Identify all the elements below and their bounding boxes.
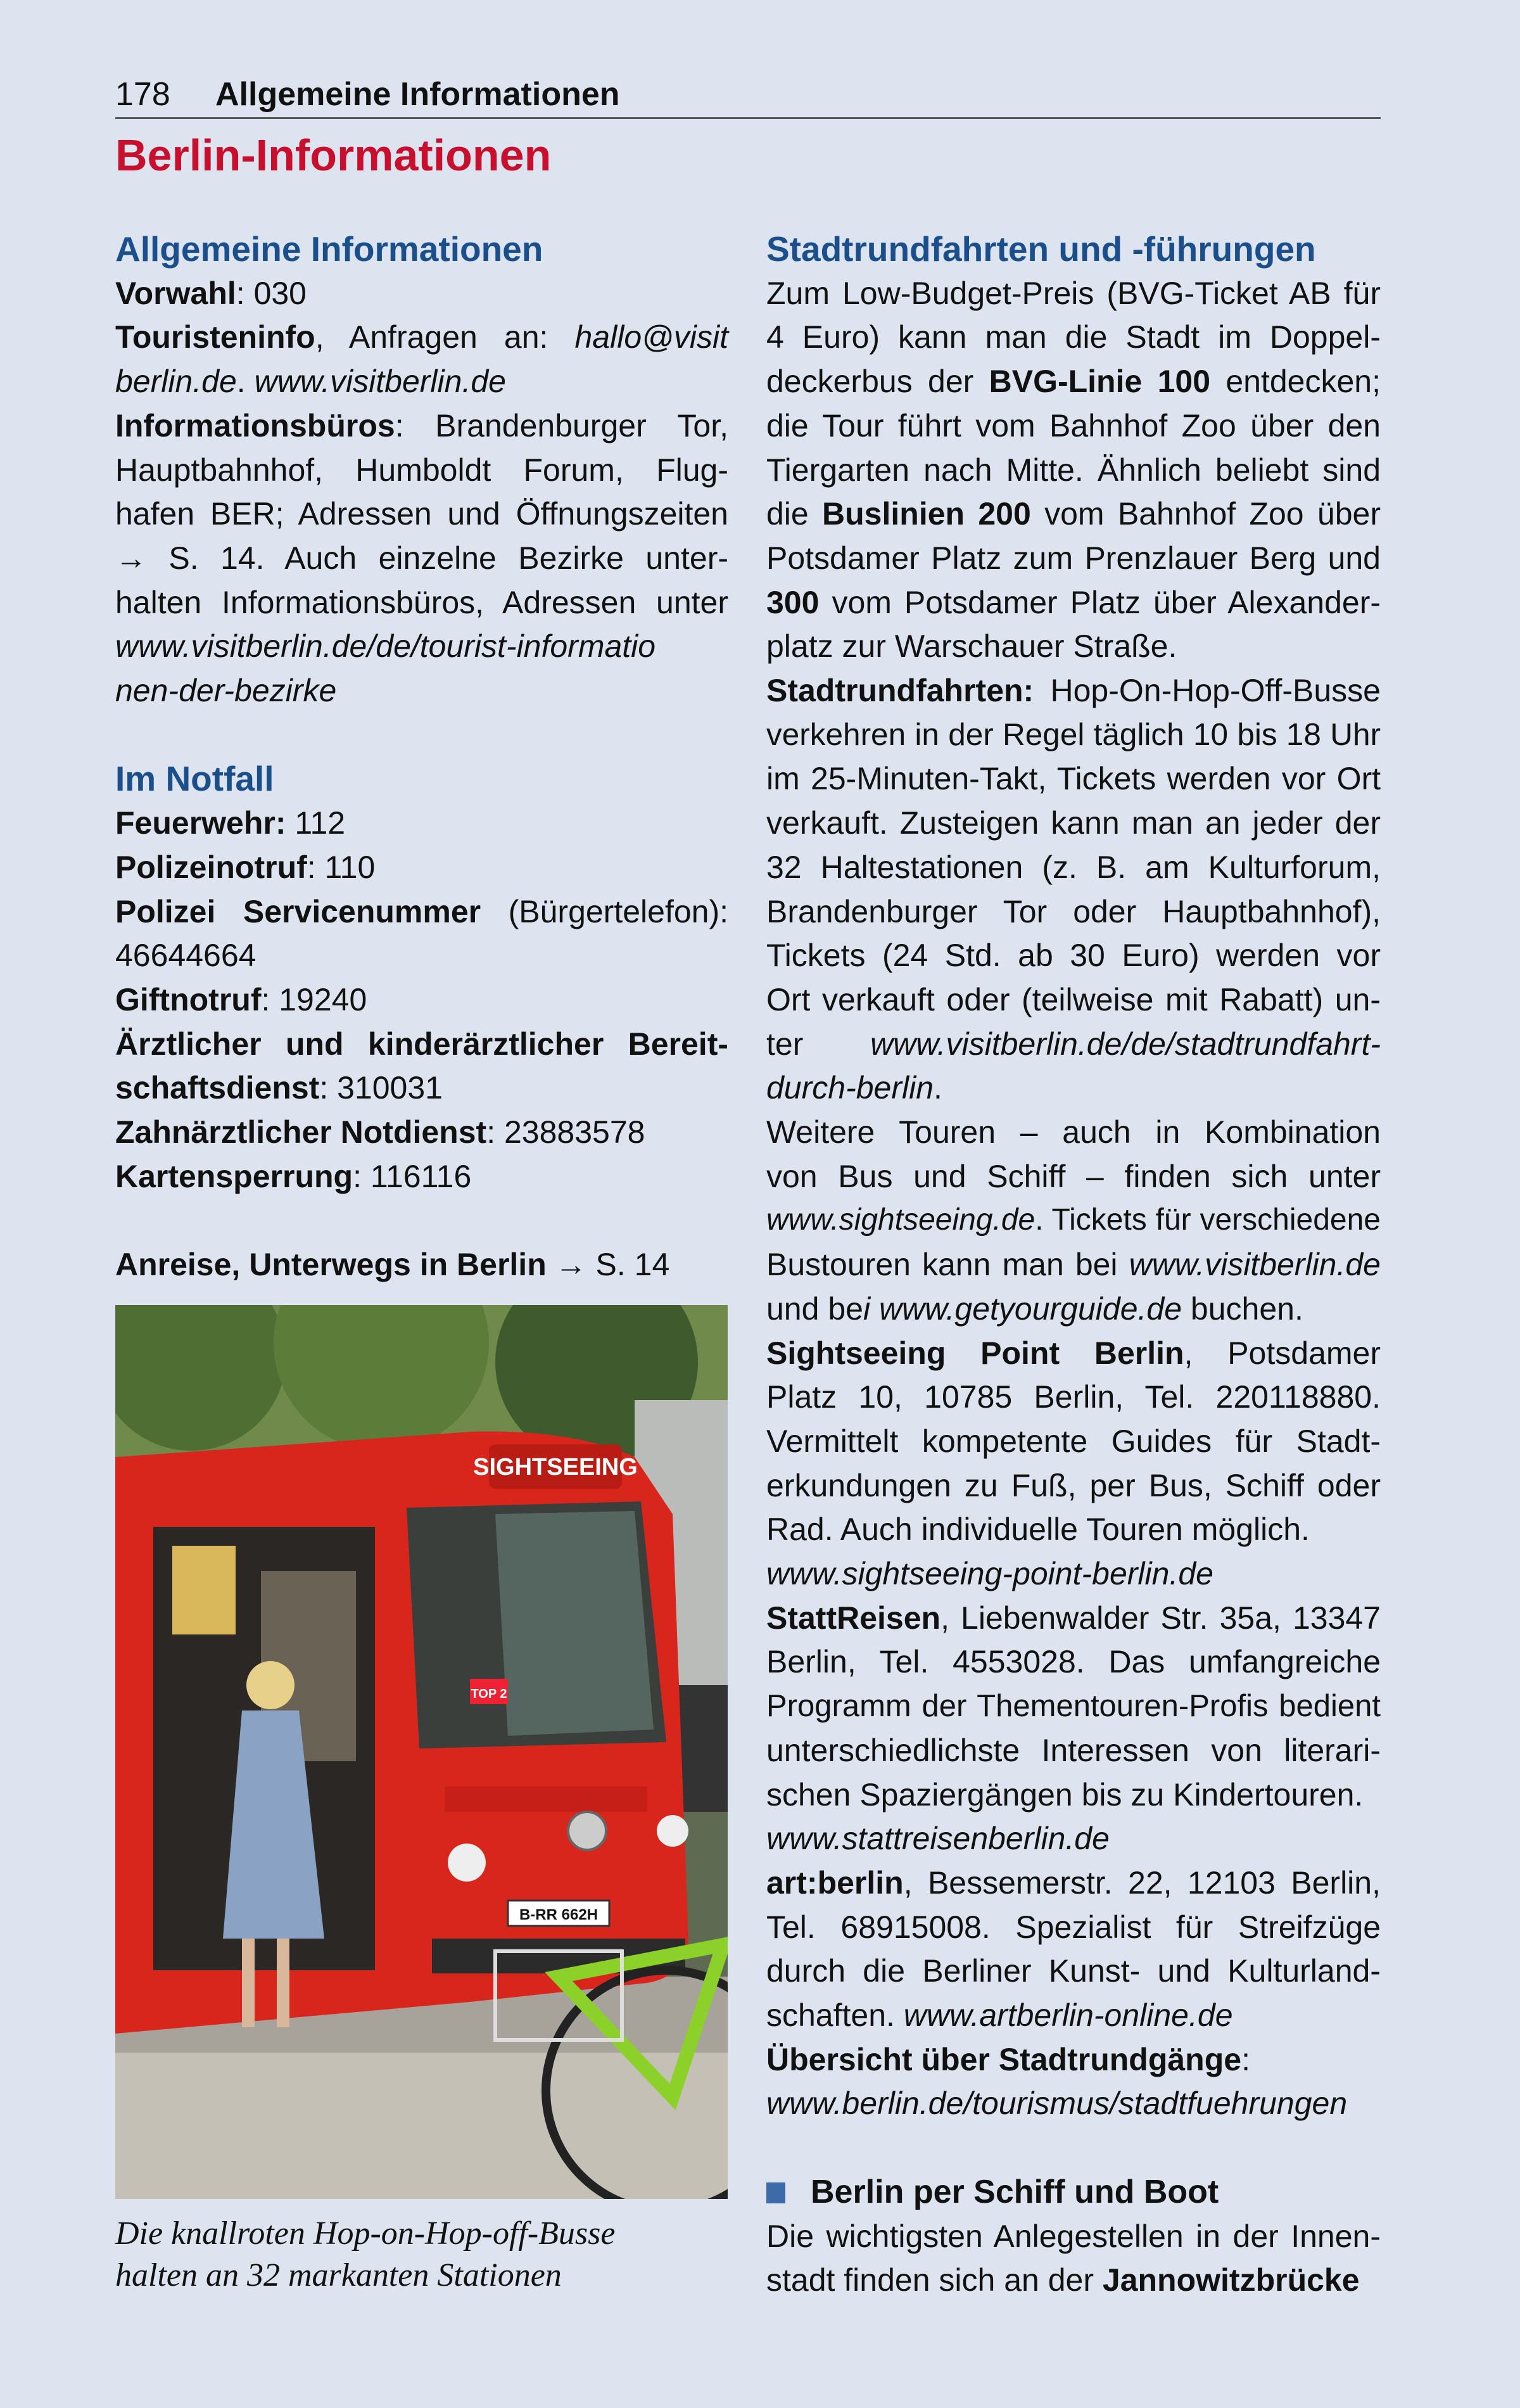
text-run: ter [766,1026,871,1062]
bold-label: art:berlin [766,1864,904,1901]
bold-label: StattReisen [766,1600,941,1636]
text-line [766,359,1381,404]
photo-caption [115,2213,728,2297]
text-run: halten Informationsbüros, Adressen unter [115,584,728,620]
text-run: Rad. Auch individuelle Touren möglich. [766,1512,1310,1548]
text-line [115,580,728,625]
text-run: 112 [286,805,346,841]
bold-label: Buslinien 200 [822,496,1031,532]
bold-label: schaftsdienst [115,1070,320,1106]
web-link[interactable]: www.visitberlin.de [254,364,506,400]
text-run: Potsdamer Platz zum Prenzlauer Berg und [766,540,1381,576]
text-run: Berlin, Tel. 4553028. Das umfangreiche [766,1644,1381,1680]
text-line [766,978,1381,1022]
text-line [766,1463,1381,1508]
text-run: Die wichtigsten Anlegestellen in der Innen- [766,2218,1381,2254]
text-line [766,404,1381,448]
text-run: durch-berlin [766,1070,934,1106]
text-run: schaften. [766,1997,904,2033]
text-run: : [1241,2041,1250,2077]
bullet-square-icon [766,2182,785,2203]
text-line [766,315,1381,359]
bold-label: 300 [766,584,820,620]
text-line [115,1022,728,1066]
text-line [766,2125,1381,2170]
text-line [766,1110,1381,1154]
text-line [766,1949,1381,1993]
bold-label: Stadtrundfahrten: [766,673,1034,708]
text-run: Ort verkauft oder (teilweise mit Rabatt) un- [766,981,1381,1017]
text-run: Brandenburger Tor oder Hauptbahnhof), [766,893,1381,929]
bold-label: Sightseeing Point Berlin [766,1335,1184,1371]
text-run: und be [766,1290,863,1327]
text-line [115,271,728,315]
text-line [115,359,728,404]
bold-label: Vorwahl [115,275,236,311]
text-line [115,845,728,889]
text-line [115,668,728,713]
web-link[interactable]: www.berlin.de/tourismus/stadtfuehrungen [766,2086,1348,2122]
bold-label: BVG-Linie 100 [989,364,1211,400]
web-link[interactable]: www.artberlin-online.de [903,1997,1233,2033]
text-run: deckerbus der [766,364,989,400]
text-line [115,1066,728,1110]
text-run: , Bessemerstr. 22, 12103 Berlin, [903,1864,1381,1901]
text-line [766,580,1381,625]
text-line [766,2214,1381,2258]
text-run: Stadtrundfahrten und -führungen [766,229,1316,269]
text-run: Im Notfall [115,759,274,799]
text-line [766,1816,1381,1861]
text-run: : Brandenburger Tor, [395,407,728,443]
text-line [766,1507,1381,1551]
text-line [115,889,728,934]
web-link[interactable]: www.sightseeing.de [766,1203,1036,1237]
text-line [766,1905,1381,1949]
text-line [766,1640,1381,1684]
web-link[interactable]: www.visitberlin.de [1129,1247,1381,1283]
text-run: Weitere Touren – auch in Kombination [766,1114,1381,1150]
text-line [766,271,1381,315]
text-run: die Tour führt vom Bahnhof Zoo über den [766,407,1381,443]
text-run: Programm der Thementouren-Profis bedient [766,1689,1381,1724]
caption-line: Die knallroten Hop-on-Hop-off-Busse [115,2215,616,2252]
bold-label: Polizeinotruf [115,849,307,885]
text-run: : 030 [236,275,307,311]
text-run: die [766,496,823,532]
text-line [766,1198,1381,1242]
text-run: → S. 14. Auch einzelne Bezirke unter- [115,540,728,576]
web-link[interactable]: www.visitberlin.de/de/tourist-informatio [115,628,656,665]
text-line [766,1375,1381,1419]
text-run: : 110 [307,849,376,885]
text-line [766,1331,1381,1375]
text-run: erkundungen zu Fuß, per Bus, Schiff oder [766,1467,1381,1503]
section-heading [115,756,728,801]
text-run: vom Potsdamer Platz über Alexander- [819,584,1381,620]
text-run: 32 Haltestationen (z. B. am Kulturforum, [766,849,1381,885]
text-run: , Liebenwalder Str. 35a, 13347 [940,1600,1381,1636]
text-line [766,1287,1381,1331]
text-run: Tel. 68915008. Spezialist für Streifzüge [766,1909,1381,1945]
text-run: . [236,364,255,400]
text-run: hafen BER; Adressen und Öffnungszeiten [115,496,728,532]
text-run: Bustouren kann man bei [766,1247,1129,1283]
text-run: Tiergarten nach Mitte. Ähnlich beliebt sind [766,452,1381,488]
caption-line: halten an 32 markanten Stationen [115,2257,562,2293]
running-header [115,73,1381,119]
text-run: : 116116 [353,1158,472,1194]
section-heading [115,227,728,271]
text-run: Zum Low-Budget-Preis (BVG-Ticket AB für [766,275,1381,311]
text-line [766,756,1381,801]
bold-label: Anreise, Unterwegs in Berlin [115,1247,547,1283]
text-run: Hop-On-Hop-Off-Busse [1034,673,1381,708]
text-run: verkehren in der Regel täglich 10 bis 18 Uhr [766,717,1381,752]
text-run: 4 Euro) kann man die Stadt im Doppel- [766,319,1381,355]
text-line [115,315,728,359]
text-line [766,1773,1381,1817]
text-line [766,492,1381,536]
section-heading [766,227,1381,271]
text-run: , Anfragen an: [315,319,575,355]
text-line [766,1596,1381,1640]
text-line [766,1551,1381,1596]
text-run: : 310031 [319,1070,443,1106]
text-run: von Bus und Schiff – finden sich unter [766,1158,1381,1194]
text-line [115,933,728,978]
text-line [766,1242,1381,1287]
text-line [766,801,1381,845]
text-line [766,2258,1381,2302]
text-run: schen Spaziergängen bis zu Kindertouren. [766,1776,1364,1812]
text-run: (Bürgertelefon): [481,893,728,929]
text-line [766,2037,1381,2082]
page-number: 178 [115,76,170,113]
text-run: 46644664 [115,938,256,974]
text-line [766,845,1381,889]
bold-label: Giftnotruf [115,981,262,1017]
text-line [115,978,728,1022]
text-line [766,1419,1381,1463]
text-line [115,1242,728,1287]
text-line [766,713,1381,757]
text-line [766,933,1381,978]
web-link[interactable]: berlin.de [115,364,237,400]
text-run: stadt finden sich an der [766,2262,1103,2298]
text-run: durch die Berliner Kunst- und Kulturland- [766,1953,1381,1989]
text-run: Hauptbahnhof, Humboldt Forum, Flug- [115,452,728,488]
door-sign: TOP 2 [471,1687,507,1701]
bus-sign: SIGHTSEEING [473,1454,638,1481]
running-title: Allgemeine Informationen [215,76,620,113]
text-run: : 23883578 [486,1114,645,1150]
text-run: : 19240 [261,981,367,1017]
web-link[interactable]: www.sightseeing-point-berlin.de [766,1556,1213,1591]
text-run: unterschiedlichste Interessen von literari- [766,1732,1381,1768]
text-run: Tickets (24 Std. ab 30 Euro) werden vor [766,938,1381,974]
text-run: . [934,1070,942,1106]
text-line [115,1154,728,1199]
text-run: . Tickets für verschiedene [1035,1203,1381,1237]
text-run: im 25-Minuten-Takt, Tickets werden vor Ort [766,761,1381,797]
text-line [766,1993,1381,2037]
text-run: buchen. [1182,1290,1303,1327]
text-line [115,1198,728,1242]
bold-label: Übersicht über Stadtrundgänge [766,2041,1242,2077]
text-run: Platz 10, 10785 Berlin, Tel. 220118880. [766,1379,1381,1415]
bold-label: Ärztlicher und kinderärztlicher Bereit- [115,1026,728,1062]
text-run: entdecken; [1210,364,1381,400]
text-line [115,404,728,448]
bold-label: Touristeninfo [115,319,315,355]
text-line [766,624,1381,668]
text-line [115,1110,728,1154]
bus-photo [115,1305,728,2199]
text-line [115,801,728,845]
text-line [766,1684,1381,1728]
text-line [766,2081,1381,2125]
text-line [766,1066,1381,1110]
text-line [115,713,728,757]
license-plate: B-RR 662H [519,1906,598,1923]
text-run: Allgemeine Informationen [115,229,543,269]
text-line [766,536,1381,580]
text-line [766,1022,1381,1066]
text-line [766,1861,1381,1905]
page-title: Berlin-Informationen [115,131,552,180]
web-link[interactable]: hallo@visit [574,319,728,355]
text-line [115,448,728,492]
web-link[interactable]: i www.getyourguide.de [863,1290,1182,1327]
bold-label: Kartensperrung [115,1158,353,1194]
web-link[interactable]: www.stattreisenberlin.de [766,1821,1110,1857]
text-line [766,889,1381,934]
bold-label: Polizei Servicenummer [115,893,481,929]
text-line [766,1154,1381,1199]
bold-label: Feuerwehr: [115,805,286,841]
text-run: , Potsdamer [1184,1335,1381,1371]
text-run: verkauft. Zusteigen kann man an jeder der [766,805,1381,841]
text-line [115,624,728,668]
text-run: vom Bahnhof Zoo über [1030,496,1381,532]
text-line [115,536,728,580]
text-run: platz zur Warschauer Straße. [766,628,1177,665]
text-run: → S. 14 [546,1247,670,1283]
text-line [766,448,1381,492]
bold-label: Jannowitzbrücke [1102,2262,1360,2298]
bold-label: Zahnärztlicher Notdienst [115,1114,487,1150]
text-run: Vermittelt kompetente Guides für Stadt- [766,1423,1381,1459]
web-link[interactable]: www.visitberlin.de/de/stadtrundfahrt- [870,1026,1381,1062]
text-run: nen-der-bezirke [115,673,337,708]
section-heading [766,2170,1381,2214]
text-line [115,492,728,536]
red-bus [115,1432,688,2034]
text-line [766,1728,1381,1773]
text-run: Berlin per Schiff und Boot [811,2173,1219,2210]
text-line [766,668,1381,713]
bold-label: Informationsbüros [115,407,395,443]
